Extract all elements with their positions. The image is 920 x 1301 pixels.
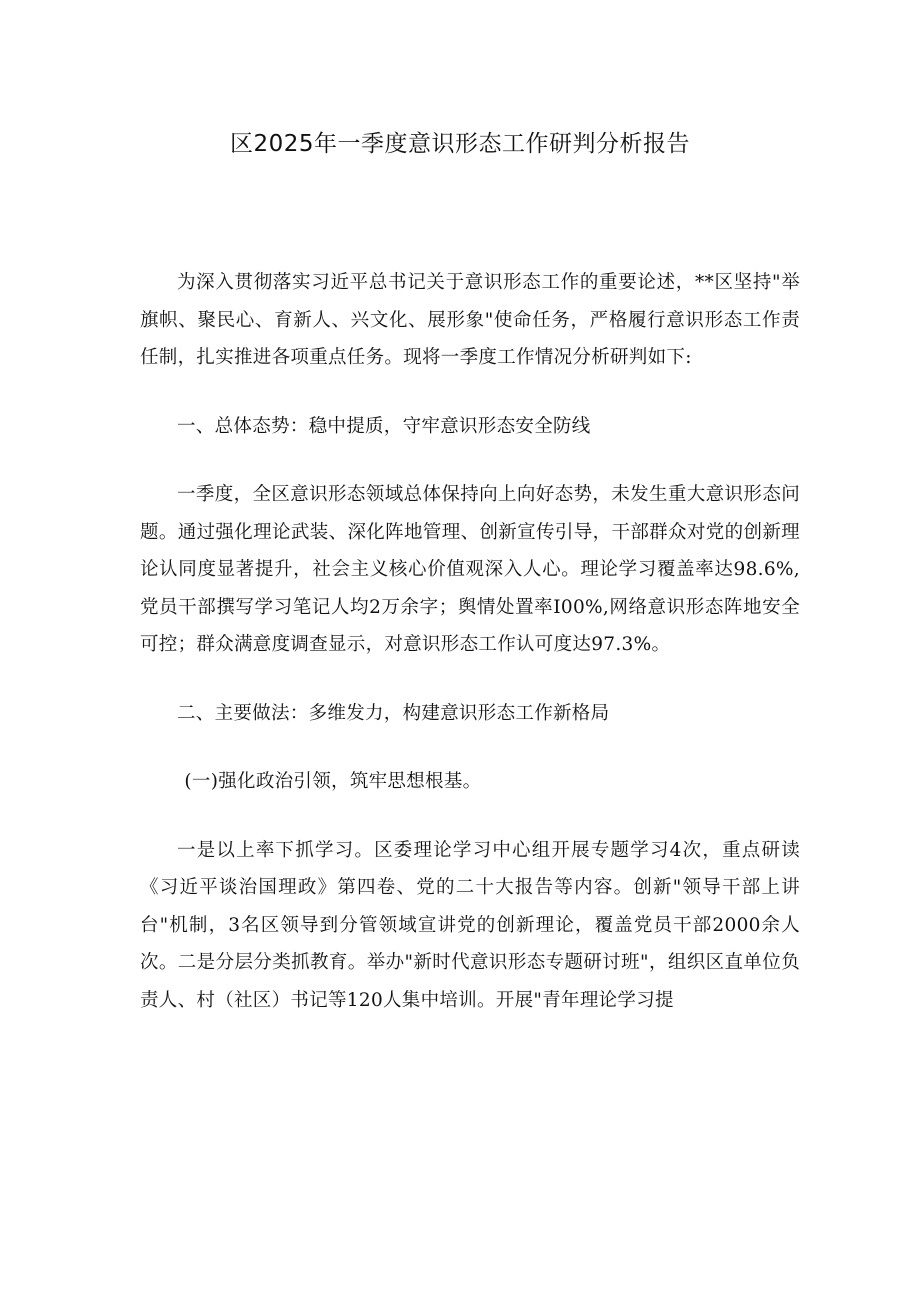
section-1-paragraph: 一季度，全区意识形态领域总体保持向上向好态势，未发生重大意识形态问题。通过强化理论武装、深化阵地管理、创新宣传引导，干部群众对党的创新理论认同度显著提升，社会主义核心价值观深入人心。理论学习覆盖率达98.6%,党员干部撰写学习笔记人均2万余字；舆情处置率I00%,网络意识形态阵地安全可控；群众满意度调查显示，对意识形态工作认可度达97.3%。 — [140, 484, 800, 655]
document-body — [140, 264, 800, 1019]
section-1-heading: 一、总体态势：稳中提质，守牢意识形态安全防线 — [177, 415, 591, 437]
paragraph-gap — [140, 664, 800, 695]
section-2-subheading-1: (一)强化政治引领，筑牢思想根基。 — [184, 771, 482, 792]
paragraph-gap — [140, 377, 800, 408]
section-2-heading: 二、主要做法：多维发力，构建意识形态工作新格局 — [177, 702, 610, 724]
paragraph-gap — [140, 445, 800, 476]
document-title: 区2025年一季度意识形态工作研判分析报告 — [229, 131, 691, 157]
paragraph-gap — [140, 801, 800, 832]
intro-paragraph: 为深入贯彻落实习近平总书记关于意识形态工作的重要论述，**区坚持"举旗帜、聚民心、育新人、兴文化、展形象"使命任务，严格履行意识形态工作责任制，扎实推进各项重点任务。现将一季度工作情况分析研判如下: — [140, 272, 800, 368]
paragraph-gap — [140, 732, 800, 763]
section-2-sub-1-paragraph: 一是以上率下抓学习。区委理论学习中心组开展专题学习4次，重点研读《习近平谈治国理政》第四卷、党的二十大报告等内容。创新"领导干部上讲台"机制，3名区领导到分管领域宣讲党的创新理论，覆盖党员干部2000余人次。二是分层分类抓教育。举办"新时代意识形态专题研讨班"，组织区直单位负责人、村（社区）书记等120人集中培训。开展"青年理论学习提 — [140, 839, 800, 1011]
